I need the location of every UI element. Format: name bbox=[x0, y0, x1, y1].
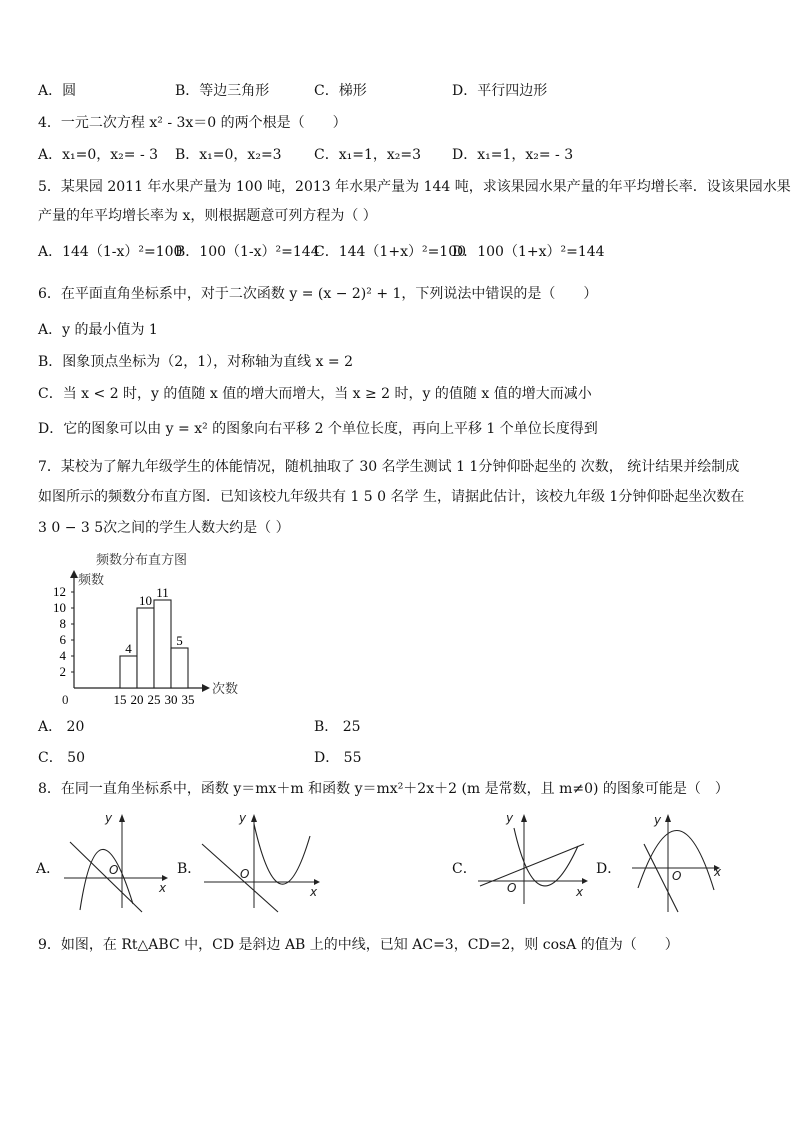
x-tick-label: 20 bbox=[130, 692, 144, 707]
x-tick-label: 30 bbox=[164, 692, 178, 707]
q7-option-b: B． 25 bbox=[314, 719, 361, 735]
q8-stem: 8．在同一直角坐标系中，函数 y＝mx＋m 和函数 y＝mx²＋2x＋2 (m 是常数，且 m≠0) 的图象可能是（ ） bbox=[38, 781, 729, 797]
q5-stem-line2: 产量的年平均增长率为 x，则根据题意可列方程为（ ） bbox=[38, 208, 377, 224]
svg-text:y: y bbox=[654, 813, 662, 827]
q6-option-a: A．y 的最小值为 1 bbox=[38, 322, 158, 338]
q4-stem: 4．一元二次方程 x² - 3x＝0 的两个根是（ ） bbox=[38, 115, 347, 131]
y-tick-label: 4 bbox=[59, 648, 66, 663]
x-tick-label: 25 bbox=[147, 692, 161, 707]
q6-option-d: D．它的图象可以由 y = x² 的图象向右平移 2 个单位长度，再向上平移 1 个单位长度得到 bbox=[38, 421, 598, 437]
q8-label-a: A． bbox=[36, 861, 61, 877]
chart-origin: 0 bbox=[62, 692, 69, 707]
histogram-bar bbox=[154, 600, 171, 688]
svg-text:O: O bbox=[109, 863, 119, 877]
q3-option-a: A．圆 bbox=[38, 83, 77, 99]
q4-option-c: C．x₁=1，x₂=3 bbox=[314, 147, 422, 163]
svg-text:x: x bbox=[310, 885, 318, 899]
q8-label-c: C． bbox=[452, 861, 477, 877]
y-tick-label: 10 bbox=[53, 600, 66, 615]
q8-graph-c bbox=[472, 808, 592, 908]
chart-xlabel: 次数 bbox=[212, 682, 239, 697]
bar-value-label: 11 bbox=[156, 585, 169, 600]
q4-option-d: D．x₁=1，x₂= - 3 bbox=[452, 147, 574, 163]
q8-b-parabola bbox=[254, 824, 310, 884]
q8-graph-d bbox=[626, 808, 728, 916]
q5-stem-line1: 5．某果园 2011 年水果产量为 100 吨，2013 年水果产量为 144 吨，求该果园水果产量的年平均增长率．设该果园水果 bbox=[38, 179, 791, 195]
svg-text:x: x bbox=[714, 865, 722, 879]
svg-text:y: y bbox=[105, 811, 113, 825]
q7-stem-line1: 7．某校为了解九年级学生的体能情况，随机抽取了 30 名学生测试 1 1分钟仰卧起坐的 次数， 统计结果并绘制成 bbox=[38, 459, 740, 475]
q5-option-a: A．144（1-x）²=100 bbox=[38, 244, 183, 260]
q3-option-d: D．平行四边形 bbox=[452, 83, 548, 99]
q8-label-b: B． bbox=[177, 861, 202, 877]
bar-value-label: 5 bbox=[176, 633, 183, 648]
svg-text:y: y bbox=[239, 811, 247, 825]
q8-a-line bbox=[70, 842, 142, 912]
y-tick-label: 2 bbox=[59, 664, 66, 679]
histogram-bar bbox=[137, 608, 154, 688]
q6-option-b: B．图象顶点坐标为（2，1），对称轴为直线 x = 2 bbox=[38, 354, 353, 370]
q9-stem: 9．如图，在 Rt△ABC 中，CD 是斜边 AB 上的中线，已知 AC=3，CD=2，则 cosA 的值为（ ） bbox=[38, 937, 679, 953]
q7-option-d: D． 55 bbox=[314, 750, 362, 766]
svg-text:O: O bbox=[672, 869, 682, 883]
svg-text:y: y bbox=[506, 811, 514, 825]
bar-value-label: 10 bbox=[139, 593, 152, 608]
q7-option-c: C． 50 bbox=[38, 750, 85, 766]
q7-stem-line3: 3 0 − 3 5次之间的学生人数大约是（ ） bbox=[38, 520, 290, 536]
svg-text:x: x bbox=[159, 881, 167, 895]
histogram-bar bbox=[120, 656, 137, 688]
histogram-bar bbox=[171, 648, 188, 688]
svg-text:O: O bbox=[507, 881, 517, 895]
q5-option-d: D．100（1+x）²=144 bbox=[452, 244, 605, 260]
q3-option-b: B．等边三角形 bbox=[175, 83, 270, 99]
bar-value-label: 4 bbox=[125, 641, 132, 656]
q7-option-a: A． 20 bbox=[38, 719, 85, 735]
q8-graph-a bbox=[58, 808, 174, 914]
svg-text:O: O bbox=[240, 867, 250, 881]
histogram-chart bbox=[40, 546, 260, 708]
q8-label-d: D． bbox=[596, 861, 622, 877]
q6-stem: 6．在平面直角坐标系中，对于二次函数 y = (x − 2)² + 1，下列说法中错误的是（ ） bbox=[38, 286, 598, 302]
q6-option-c: C．当 x < 2 时，y 的值随 x 值的增大而增大，当 x ≥ 2 时，y 的值随 x 值的增大而减小 bbox=[38, 386, 592, 402]
x-tick-label: 15 bbox=[113, 692, 127, 707]
q7-stem-line2: 如图所示的频数分布直方图．已知该校九年级共有 1 5 0 名学 生，请据此估计，该校九年级 1分钟仰卧起坐次数在 bbox=[38, 489, 745, 505]
chart-ylabel: 频数 bbox=[78, 573, 105, 588]
q8-graph-b bbox=[198, 808, 326, 914]
q8-b-line bbox=[202, 844, 278, 912]
q4-option-a: A．x₁=0，x₂= - 3 bbox=[38, 147, 159, 163]
q5-option-b: B．100（1-x）²=144 bbox=[175, 244, 320, 260]
chart-title: 频数分布直方图 bbox=[96, 553, 188, 568]
chart-x-arrow bbox=[202, 684, 210, 692]
y-tick-label: 12 bbox=[53, 584, 66, 599]
chart-y-arrow bbox=[70, 570, 78, 578]
q8-a-parabola bbox=[80, 849, 133, 910]
y-tick-label: 6 bbox=[59, 632, 66, 647]
y-tick-label: 8 bbox=[59, 616, 66, 631]
q3-option-c: C．梯形 bbox=[314, 83, 367, 99]
svg-text:x: x bbox=[576, 885, 584, 899]
q5-option-c: C．144（1+x）²=100 bbox=[314, 244, 467, 260]
x-tick-label: 35 bbox=[181, 692, 195, 707]
q4-option-b: B．x₁=0，x₂=3 bbox=[175, 147, 282, 163]
